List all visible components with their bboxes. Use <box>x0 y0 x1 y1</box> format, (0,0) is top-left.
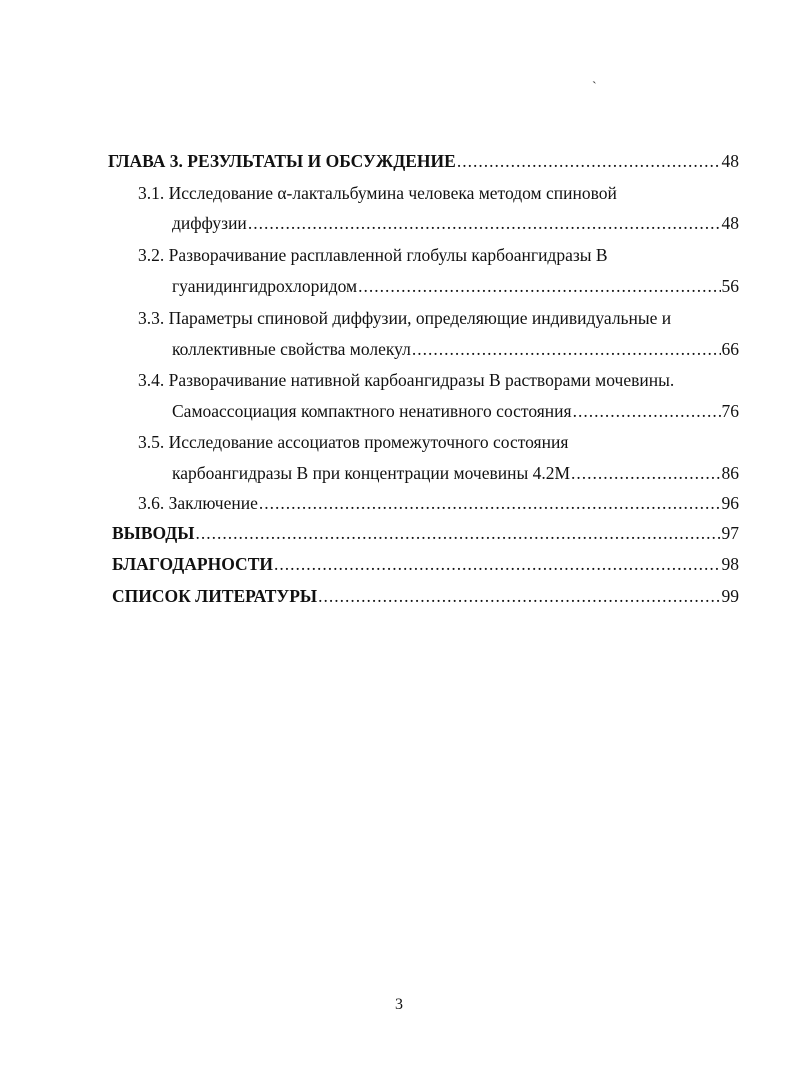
toc-leader-dots <box>571 462 720 484</box>
toc-entry-title: ВЫВОДЫ <box>112 523 195 543</box>
toc-leader-dots <box>358 275 720 297</box>
toc-entry-acknowledgements <box>112 553 739 575</box>
toc-entry-references <box>112 585 739 607</box>
toc-entry-title: карбоангидразы В при концентрации мочевины 4.2М <box>172 463 571 483</box>
toc-entry-page: 98 <box>721 554 739 574</box>
toc-entry-3-2-line2 <box>172 275 739 297</box>
toc-entry-findings <box>112 522 739 544</box>
toc-entry-title: БЛАГОДАРНОСТИ <box>112 554 273 574</box>
toc-leader-dots <box>573 400 721 422</box>
toc-entry-title: коллективные свойства молекул <box>172 339 411 359</box>
toc-entry-page: 56 <box>721 276 739 296</box>
toc-entry-page: 48 <box>721 151 739 171</box>
toc-leader-dots <box>259 492 721 514</box>
toc-entry-page: 66 <box>721 339 739 359</box>
toc-entry-page: 99 <box>721 586 739 606</box>
toc-entry-chapter3 <box>108 150 739 172</box>
toc-entry-title: гуанидингидрохлоридом <box>172 276 358 296</box>
toc-entry-3-2-line1: 3.2. Разворачивание расплавленной глобулы карбоангидразы В <box>138 245 608 265</box>
toc-leader-dots <box>196 522 721 544</box>
toc-entry-title: Самоассоциация компактного ненативного состояния <box>172 401 572 421</box>
toc-leader-dots <box>318 585 720 607</box>
stray-mark: ` <box>592 80 597 95</box>
toc-entry-page: 96 <box>721 493 739 513</box>
toc-entry-3-4-line2 <box>172 400 739 422</box>
toc-entry-page: 48 <box>721 213 739 233</box>
toc-leader-dots <box>412 338 721 360</box>
toc-entry-page: 76 <box>721 401 739 421</box>
toc-entry-3-4-line1: 3.4. Разворачивание нативной карбоангидразы В растворами мочевины. <box>138 370 675 390</box>
toc-entry-3-3-line2 <box>172 338 739 360</box>
toc-leader-dots <box>457 150 721 172</box>
toc-entry-3-6 <box>138 492 739 514</box>
toc-leader-dots <box>248 212 721 234</box>
toc-entry-title: СПИСОК ЛИТЕРАТУРЫ <box>112 586 318 606</box>
toc-entry-title: ГЛАВА 3. РЕЗУЛЬТАТЫ И ОБСУЖДЕНИЕ <box>108 151 456 171</box>
toc-leader-dots <box>274 553 721 575</box>
toc-entry-3-3-line1: 3.3. Параметры спиновой диффузии, определяющие индивидуальные и <box>138 308 672 328</box>
toc-entry-page: 86 <box>721 463 739 483</box>
page-number: 3 <box>395 996 403 1013</box>
toc-entry-title: диффузии <box>172 213 247 233</box>
toc-entry-3-5-line2 <box>172 462 739 484</box>
toc-entry-3-5-line1: 3.5. Исследование ассоциатов промежуточного состояния <box>138 432 569 452</box>
toc-entry-3-1-line2 <box>172 212 739 234</box>
toc-entry-page: 97 <box>721 523 739 543</box>
toc-entry-title: 3.6. Заключение <box>138 493 258 513</box>
toc-entry-3-1-line1: 3.1. Исследование α-лактальбумина человека методом спиновой <box>138 183 617 203</box>
